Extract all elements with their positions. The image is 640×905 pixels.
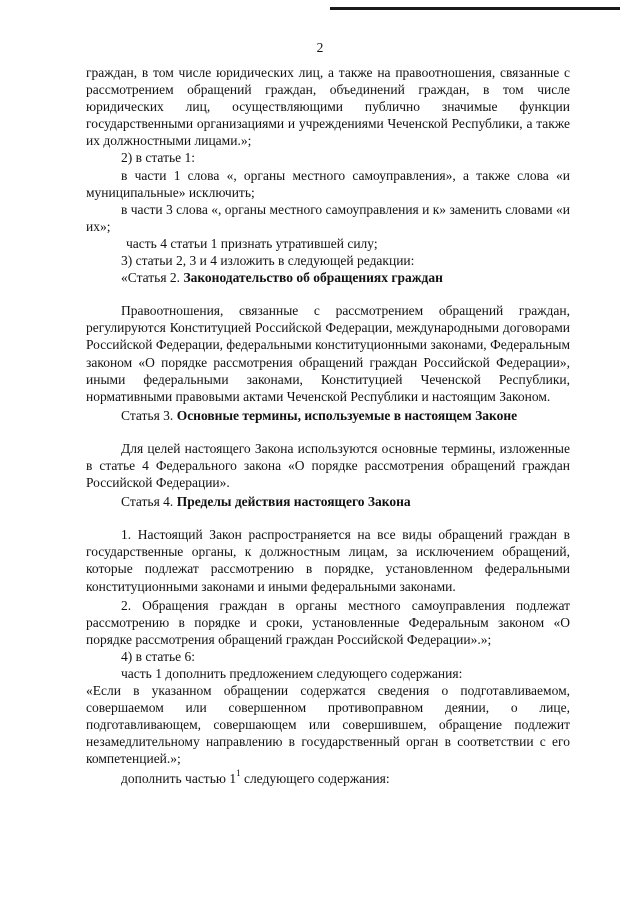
article-title: Основные термины, используемые в настоящем Законе: [176, 407, 518, 423]
paragraph: 3) статьи 2, 3 и 4 изложить в следующей редакции:: [121, 253, 415, 269]
paragraph: [86, 770, 570, 787]
paragraph: Для целей настоящего Закона используются основные термины, изложенные в статье 4 Федерального закона «О порядке рассмотрения обращений граждан Российской Федерации».: [86, 440, 570, 491]
paragraph: граждан, в том числе юридических лиц, а также на правоотношения, связанные с рассмотрением обращений граждан, объединений граждан, в том числе юридических лиц, осуществляющими публично значимые функции государственными организациями и учреждениями Чеченской Республики, а также их должностными лицами.»;: [86, 65, 570, 149]
header-rule: [330, 7, 620, 10]
article-label: Статья 3.: [121, 407, 177, 423]
article-label: «Статья 2.: [121, 270, 184, 286]
article-title: Законодательство об обращениях граждан: [183, 270, 443, 286]
paragraph: в части 3 слова «, органы местного самоуправления и к» заменить словами «и их»;: [86, 201, 570, 234]
paragraph: 1. Настоящий Закон распространяется на все виды обращений граждан в государственные органы, к должностным лицам, за исключением обращений, которые подлежат рассмотрению в порядке, установленном федеральными конституционными законами и иными федеральными законами.: [86, 527, 570, 594]
paragraph: 2) в статье 1:: [121, 150, 195, 166]
article-title: Пределы действия настоящего Закона: [176, 494, 411, 510]
page-number: 2: [316, 40, 324, 55]
article-heading: [86, 493, 570, 510]
article-heading: [86, 407, 570, 424]
paragraph: часть 1 дополнить предложением следующего содержания:: [121, 666, 463, 681]
paragraph: 2. Обращения граждан в органы местного самоуправления подлежат рассмотрению в порядке и сроки, установленные Федеральным законом «О порядке рассмотрения обращений граждан Российской Федерации».»;: [86, 597, 570, 647]
article-heading: [86, 269, 570, 286]
paragraph: «Если в указанном обращении содержатся сведения о подготавливаемом, совершаемом или совершенном противоправном деянии, о лице, подготавливающем, совершающем или совершившем, обращение подлежит незамедлительному направлению в государственный орган в соответствии с его компетенцией.»;: [86, 683, 570, 767]
article-label: Статья 4.: [121, 494, 177, 510]
paragraph: 4) в статье 6:: [121, 648, 195, 664]
paragraph: Правоотношения, связанные с рассмотрением обращений граждан, регулируются Конституцией Российской Федерации, международными договорами Российской Федерации, федеральными конституционными законами, Федеральным законом «О порядке рассмотрения обращений граждан Российской Федерации», иными федеральными законами, Конституцией Чеченской Республики, нормативными правовыми актами Чеченской Республики и настоящим Законом.: [86, 303, 570, 404]
paragraph: в части 1 слова «, органы местного самоуправления», а также слова «и муниципальные» исключить;: [86, 167, 570, 200]
paragraph-text: следующего содержания:: [240, 770, 390, 786]
paragraph: часть 4 статьи 1 признать утратившей силу;: [126, 235, 378, 251]
paragraph-text: дополнить частью 1: [121, 770, 237, 786]
superscript: 1: [236, 768, 241, 779]
document-body: [86, 64, 570, 787]
